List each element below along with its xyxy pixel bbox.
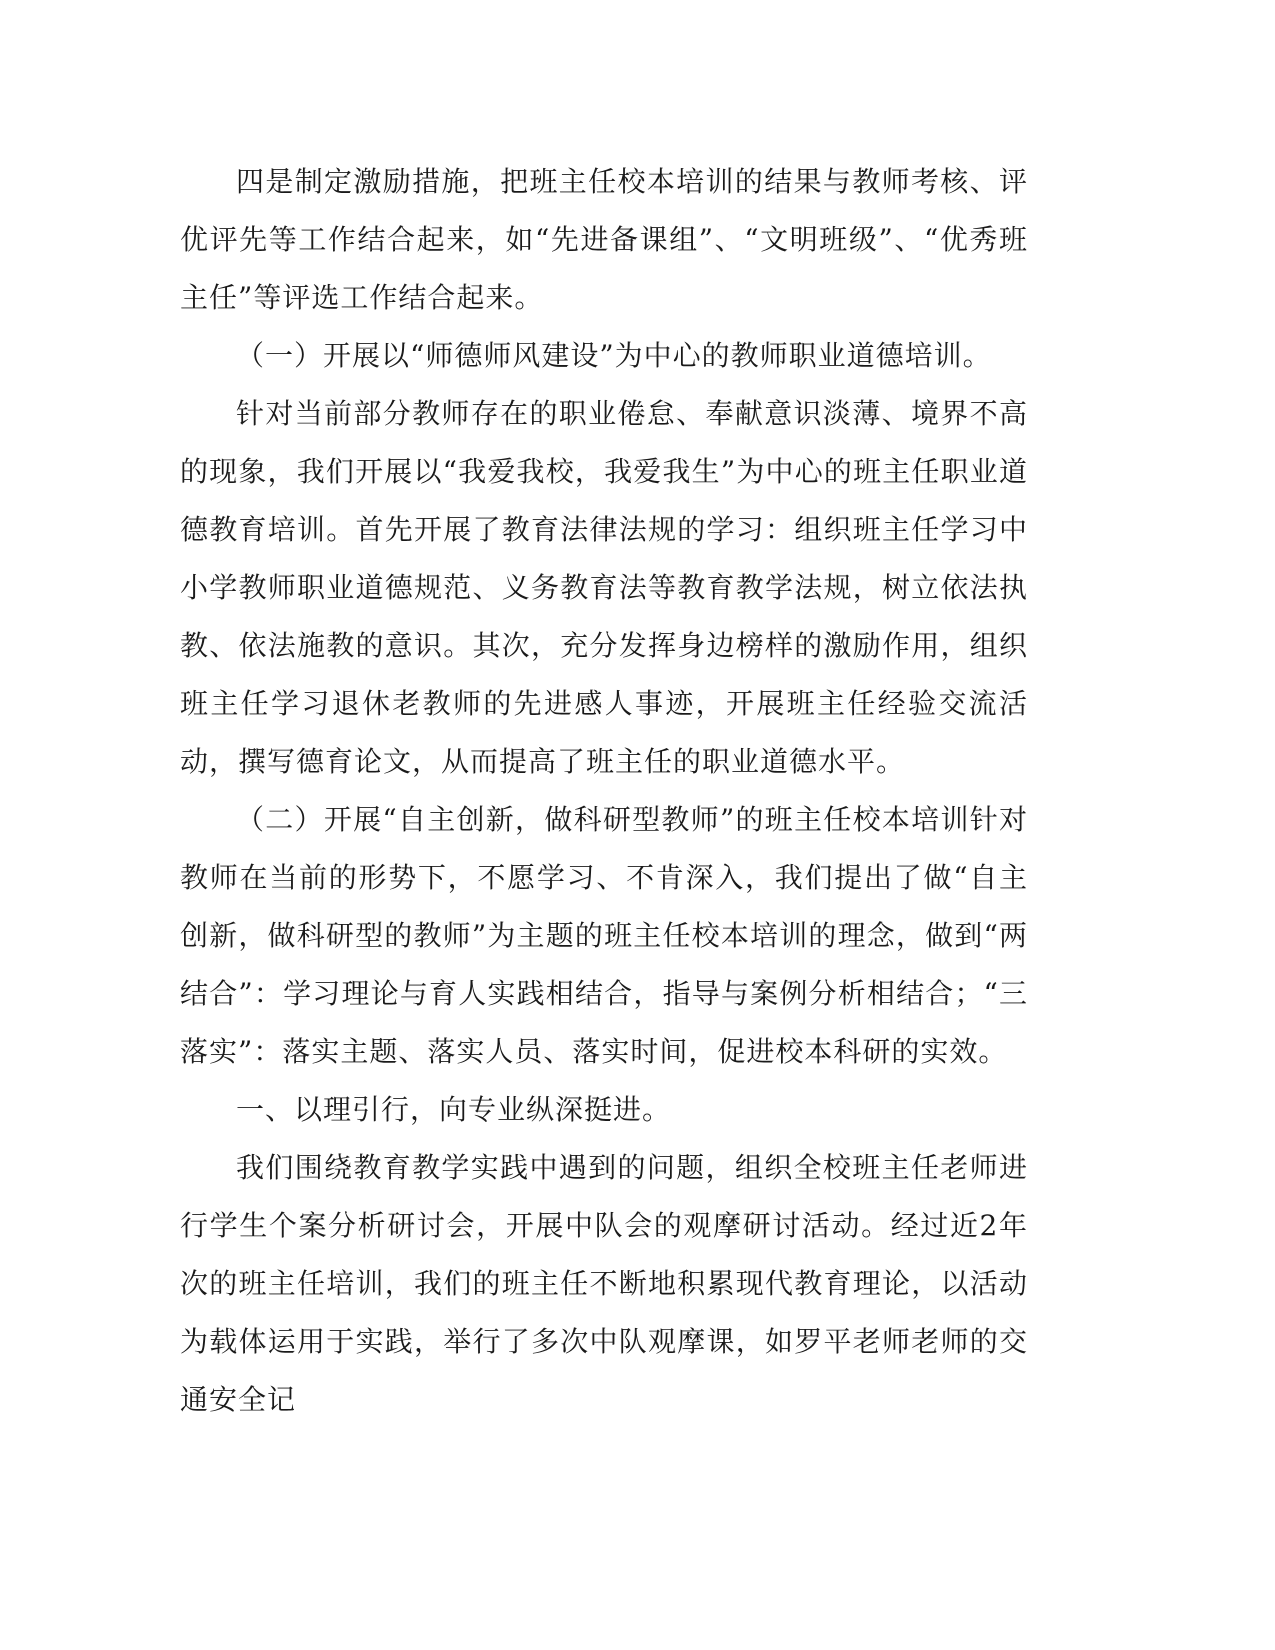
heading-theory-guides-practice: 一、以理引行，向专业纵深挺进。 <box>236 1093 672 1126</box>
paragraph-case-analysis: 我们围绕教育教学实践中遇到的问题，组织全校班主任老师进行学生个案分析研讨会，开展中队会的观摩研讨活动。经过近2年次的班主任培训，我们的班主任不断地积累现代教育理论，以活动为载体运用于实践，举行了多次中队观摩课，如罗平老师老师的交通安全记 <box>180 1151 1028 1416</box>
heading-ethics-training: （一）开展以“师德师风建设”为中心的教师职业道德培训。 <box>236 339 992 372</box>
paragraph-research-training: （二）开展“自主创新，做科研型教师”的班主任校本培训针对教师在当前的形势下，不愿学习、不肯深入，我们提出了做“自主创新，做科研型的教师”为主题的班主任校本培训的理念，做到“两结合”：学习理论与育人实践相结合，指导与案例分析相结合；“三落实”：落实主题、落实人员、落实时间，促进校本科研的实效。 <box>180 803 1028 1068</box>
paragraph-incentive-measures: 四是制定激励措施，把班主任校本培训的结果与教师考核、评优评先等工作结合起来，如“先进备课组”、“文明班级”、“优秀班主任”等评选工作结合起来。 <box>180 165 1028 314</box>
paragraph-ethics-training: 针对当前部分教师存在的职业倦怠、奉献意识淡薄、境界不高的现象，我们开展以“我爱我校，我爱我生”为中心的班主任职业道德教育培训。首先开展了教育法律法规的学习：组织班主任学习中小学教师职业道德规范、义务教育法等教育教学法规，树立依法执教、依法施教的意识。其次，充分发挥身边榜样的激励作用，组织班主任学习退休老教师的先进感人事迹，开展班主任经验交流活动，撰写德育论文，从而提高了班主任的职业道德水平。 <box>180 397 1028 778</box>
document-page <box>180 153 1028 1429</box>
